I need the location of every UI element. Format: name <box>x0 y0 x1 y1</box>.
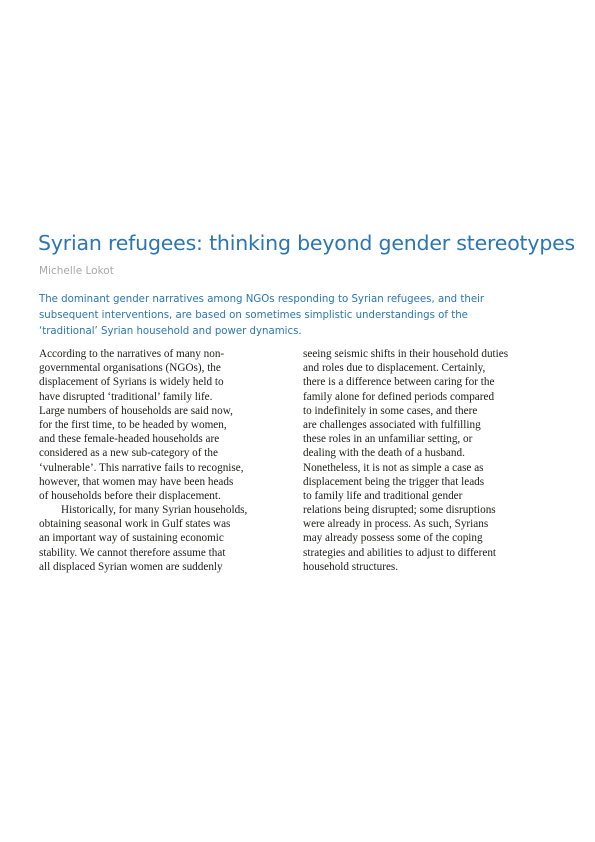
body-line: relations being disrupted; some disruptions <box>303 504 496 517</box>
body-line: were already in process. As such, Syrians <box>303 518 489 531</box>
body-line: household structures. <box>303 560 399 573</box>
author-name: Michelle Lokot <box>39 265 114 277</box>
body-line: stability. We cannot therefore assume that <box>39 546 226 559</box>
body-line: however, that women may have been heads <box>39 475 234 488</box>
body-column-right <box>303 347 565 574</box>
standfirst-line: subsequent interventions, are based on sometimes simplistic understandings of the <box>39 310 468 321</box>
body-line: dealing with the death of a husband. <box>303 447 465 460</box>
body-line: and roles due to displacement. Certainly, <box>303 362 486 375</box>
body-line: seeing seismic shifts in their household duties <box>303 348 509 360</box>
standfirst-line: ‘traditional’ Syrian household and power dynamics. <box>39 326 302 337</box>
body-line: obtaining seasonal work in Gulf states was <box>39 518 231 531</box>
body-line: According to the narratives of many non- <box>39 348 225 360</box>
body-line: strategies and abilities to adjust to different <box>303 546 497 559</box>
body-line: and these female-headed households are <box>39 433 220 446</box>
body-line: all displaced Syrian women are suddenly <box>39 560 223 573</box>
body-line: have disrupted ‘traditional’ family life. <box>39 390 213 403</box>
body-line: governmental organisations (NGOs), the <box>39 362 221 375</box>
body-line: family alone for defined periods compared <box>303 390 495 403</box>
body-line: to indefinitely in some cases, and there <box>303 404 478 417</box>
standfirst <box>39 292 569 340</box>
body-line: of households before their displacement. <box>39 489 221 502</box>
body-line: considered as a new sub-category of the <box>39 447 218 460</box>
body-line: Historically, for many Syrian households, <box>61 504 248 517</box>
standfirst-line: The dominant gender narratives among NGOs responding to Syrian refugees, and their <box>39 294 485 305</box>
article-title: Syrian refugees: thinking beyond gender stereotypes <box>38 231 576 255</box>
body-column-left <box>39 347 301 574</box>
body-line: ‘vulnerable’. This narrative fails to recognise, <box>39 461 244 474</box>
body-line: an important way of sustaining economic <box>39 532 224 545</box>
body-line: Large numbers of households are said now, <box>39 404 233 417</box>
body-line: these roles in an unfamiliar setting, or <box>303 433 473 446</box>
body-line: may already possess some of the coping <box>303 532 483 545</box>
body-line: are challenges associated with fulfilling <box>303 418 481 431</box>
body-line: for the first time, to be headed by women, <box>39 418 227 431</box>
body-line: displacement of Syrians is widely held to <box>39 376 224 389</box>
body-line: there is a difference between caring for the <box>303 376 495 389</box>
body-line: Nonetheless, it is not as simple a case as <box>303 461 484 474</box>
body-line: displacement being the trigger that leads <box>303 475 485 488</box>
body-line: to family life and traditional gender <box>303 489 463 502</box>
